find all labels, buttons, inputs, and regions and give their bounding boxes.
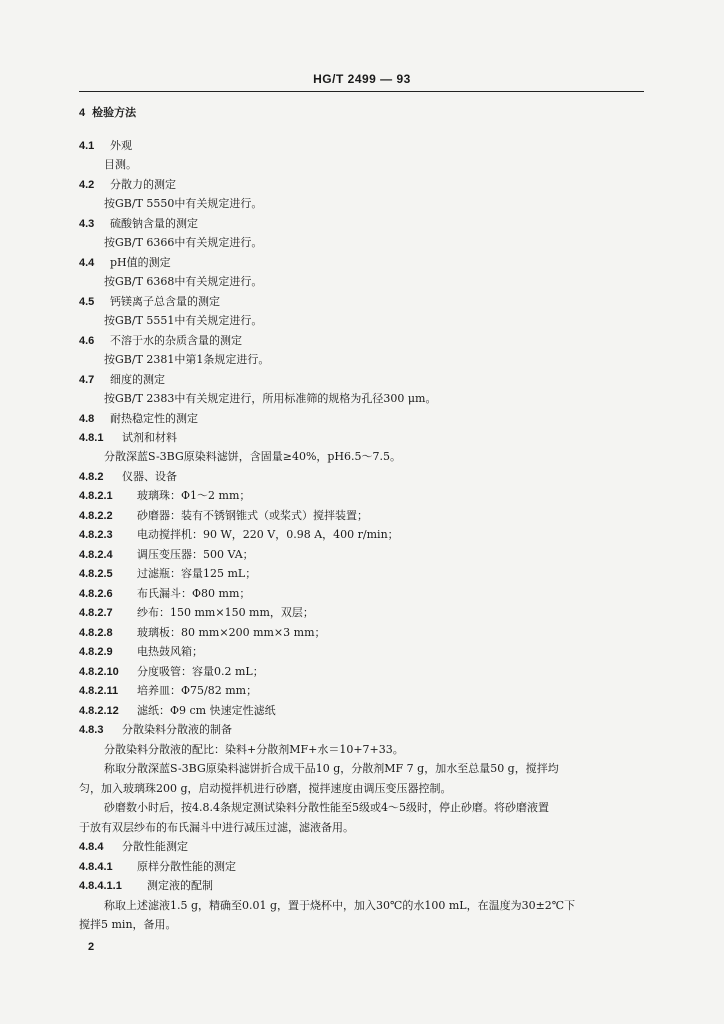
list-item: 4.8.2.5 过滤瓶：容量125 mL； — [79, 567, 257, 580]
paragraph-text: 搅拌5 min，备用。 — [79, 918, 177, 931]
clause-heading: 4.3 硫酸钠含量的测定 — [79, 217, 198, 230]
list-item: 4.8.2.4 调压变压器：500 VA； — [79, 548, 254, 561]
clause-heading: 4.8 耐热稳定性的测定 — [79, 412, 198, 425]
list-item: 4.8.2.10 分度吸管：容量0.2 mL； — [79, 665, 264, 678]
list-item: 4.8.2.8 玻璃板：80 mm×200 mm×3 mm； — [79, 626, 326, 639]
subclause-heading: 4.8.1 试剂和材料 — [79, 431, 177, 444]
paragraph-text: 按GB/T 2383中有关规定进行，所用标准筛的规格为孔径300 μm。 — [104, 392, 437, 405]
paragraph-text: 按GB/T 6366中有关规定进行。 — [104, 236, 263, 249]
page-number: 2 — [88, 941, 95, 953]
paragraph-text: 匀，加入玻璃珠200 g，启动搅拌机进行砂磨，搅拌速度由调压变压器控制。 — [79, 782, 452, 795]
list-item: 4.8.2.12 滤纸：Φ9 cm 快速定性滤纸 — [79, 704, 276, 717]
list-item: 4.8.2.3 电动搅拌机：90 W，220 V，0.98 A，400 r/min； — [79, 528, 399, 541]
paragraph-text: 按GB/T 5551中有关规定进行。 — [104, 314, 263, 327]
list-item: 4.8.2.9 电热鼓风箱； — [79, 645, 203, 658]
paragraph-text: 砂磨数小时后，按4.8.4条规定测试染料分散性能至5级或4～5级时，停止砂磨。将砂磨液置 — [104, 801, 549, 814]
paragraph-text: 于放有双层纱布的布氏漏斗中进行减压过滤，滤液备用。 — [79, 821, 354, 834]
standard-header: HG/T 2499 — 93 — [313, 72, 411, 86]
subclause-heading: 4.8.3 分散染料分散液的制备 — [79, 723, 232, 736]
paragraph-text: 称取分散深蓝S-3BG原染料滤饼折合成干品10 g，分散剂MF 7 g，加水至总量50 g，搅拌均 — [104, 762, 559, 775]
clause-heading: 4.4 pH值的测定 — [79, 256, 171, 269]
subclause-heading: 4.8.4.1.1 测定液的配制 — [79, 879, 213, 892]
paragraph-text: 按GB/T 6368中有关规定进行。 — [104, 275, 263, 288]
clause-heading: 4.6 不溶于水的杂质含量的测定 — [79, 334, 242, 347]
list-item: 4.8.2.7 纱布：150 mm×150 mm，双层； — [79, 606, 314, 619]
paragraph-text: 目测。 — [104, 158, 137, 171]
list-item: 4.8.2.1 玻璃珠：Φ1～2 mm； — [79, 489, 251, 502]
paragraph-text: 按GB/T 2381中第1条规定进行。 — [104, 353, 270, 366]
subclause-heading: 4.8.4.1 原样分散性能的测定 — [79, 860, 236, 873]
header-rule — [79, 91, 644, 92]
list-item: 4.8.2.6 布氏漏斗：Φ80 mm； — [79, 587, 251, 600]
subclause-heading: 4.8.2 仪器、设备 — [79, 470, 177, 483]
paragraph-text: 分散深蓝S-3BG原染料滤饼，含固量≥40%，pH6.5～7.5。 — [104, 450, 402, 463]
list-item: 4.8.2.2 砂磨器：装有不锈钢锥式（或桨式）搅拌装置； — [79, 509, 368, 522]
clause-heading: 4.7 细度的测定 — [79, 373, 165, 386]
subclause-heading: 4.8.4 分散性能测定 — [79, 840, 188, 853]
paragraph-text: 分散染料分散液的配比：染料+分散剂MF+水＝10+7+33。 — [104, 743, 404, 756]
paragraph-text: 称取上述滤液1.5 g，精确至0.01 g，置于烧杯中，加入30℃的水100 mL，在温度为30±2℃下 — [104, 899, 576, 912]
section-heading: 4 检验方法 — [79, 106, 137, 119]
clause-heading: 4.1 外观 — [79, 139, 132, 152]
clause-heading: 4.5 钙镁离子总含量的测定 — [79, 295, 220, 308]
clause-heading: 4.2 分散力的测定 — [79, 178, 176, 191]
paragraph-text: 按GB/T 5550中有关规定进行。 — [104, 197, 263, 210]
list-item: 4.8.2.11 培养皿：Φ75/82 mm； — [79, 684, 258, 697]
